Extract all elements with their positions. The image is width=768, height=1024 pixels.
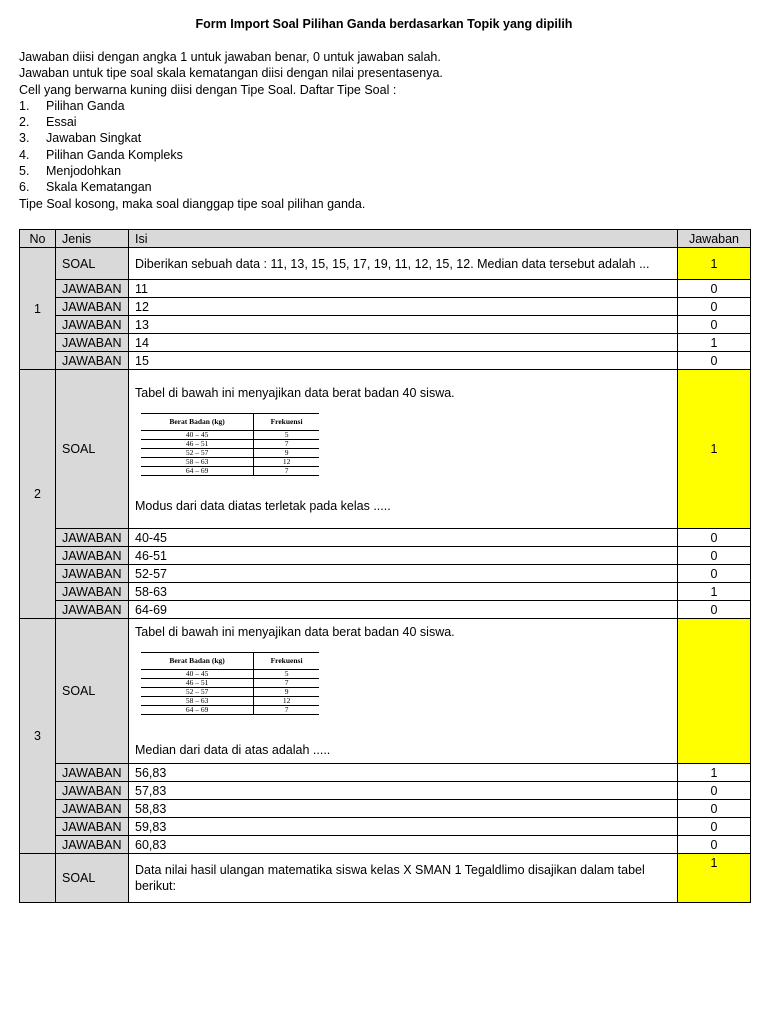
table-row [20, 565, 751, 583]
question-number: 1 [20, 248, 56, 370]
answer-value[interactable]: 0 [678, 529, 751, 547]
instruction-line: Jawaban untuk tipe soal skala kematangan diisi dengan nilai presentasenya. [19, 66, 443, 81]
mini-header: Berat Badan (kg) [141, 653, 254, 670]
header-isi: Isi [129, 230, 678, 248]
answer-text[interactable]: 57,83 [129, 782, 678, 800]
question-content[interactable] [129, 370, 678, 529]
answer-value[interactable]: 0 [678, 316, 751, 334]
answer-value[interactable]: 0 [678, 601, 751, 619]
answer-text[interactable]: 58,83 [129, 800, 678, 818]
table-row [20, 818, 751, 836]
mini-header: Frekuensi [254, 413, 319, 430]
question-text[interactable]: Diberikan sebuah data : 11, 13, 15, 15, 17, 19, 11, 12, 15, 12. Median data tersebut adalah ... [129, 248, 678, 280]
answer-text[interactable]: 60,83 [129, 836, 678, 854]
type-cell: JAWABAN [56, 529, 129, 547]
mini-cell: 5 [254, 670, 319, 679]
type-cell: JAWABAN [56, 800, 129, 818]
type-cell: JAWABAN [56, 583, 129, 601]
table-row [20, 583, 751, 601]
mini-cell: 46 – 51 [141, 679, 254, 688]
table-row [20, 352, 751, 370]
type-cell: JAWABAN [56, 316, 129, 334]
type-list-item: 3. Jawaban Singkat [19, 131, 142, 146]
import-table [19, 229, 751, 903]
mini-cell: 5 [254, 430, 319, 439]
answer-text[interactable]: 11 [129, 280, 678, 298]
instruction-line: Cell yang berwarna kuning diisi dengan Tipe Soal. Daftar Tipe Soal : [19, 82, 397, 97]
answer-text[interactable]: 12 [129, 298, 678, 316]
type-cell: JAWABAN [56, 298, 129, 316]
question-prompt: Median dari data di atas adalah ..... [135, 743, 331, 757]
type-cell: JAWABAN [56, 836, 129, 854]
table-header-row [20, 230, 751, 248]
instruction-line: Tipe Soal kosong, maka soal dianggap tipe soal pilihan ganda. [19, 196, 366, 211]
answer-text[interactable]: 64-69 [129, 601, 678, 619]
answer-value[interactable]: 0 [678, 547, 751, 565]
mini-header: Frekuensi [254, 653, 319, 670]
type-cell: JAWABAN [56, 352, 129, 370]
header-no: No [20, 230, 56, 248]
type-cell: JAWABAN [56, 334, 129, 352]
table-row [20, 836, 751, 854]
question-type-cell[interactable] [678, 619, 751, 764]
type-cell: JAWABAN [56, 601, 129, 619]
type-cell: JAWABAN [56, 280, 129, 298]
question-number: 3 [20, 619, 56, 854]
table-row [20, 764, 751, 782]
answer-value[interactable]: 0 [678, 352, 751, 370]
mini-cell: 12 [254, 457, 319, 466]
answer-value[interactable]: 0 [678, 298, 751, 316]
type-list-item: 2. Essai [19, 115, 77, 130]
type-cell: JAWABAN [56, 547, 129, 565]
type-cell: SOAL [56, 370, 129, 529]
mini-cell: 9 [254, 688, 319, 697]
question-type-cell[interactable]: 1 [678, 370, 751, 529]
mini-cell: 52 – 57 [141, 448, 254, 457]
answer-value[interactable]: 0 [678, 782, 751, 800]
table-row [20, 298, 751, 316]
type-cell: SOAL [56, 854, 129, 903]
type-cell: JAWABAN [56, 565, 129, 583]
instructions [19, 49, 749, 212]
answer-text[interactable]: 52-57 [129, 565, 678, 583]
mini-cell: 46 – 51 [141, 439, 254, 448]
mini-cell: 7 [254, 439, 319, 448]
answer-value[interactable]: 0 [678, 800, 751, 818]
mini-cell: 12 [254, 697, 319, 706]
question-text: Tabel di bawah ini menyajikan data berat badan 40 siswa. [135, 625, 455, 639]
type-list-item: 6. Skala Kematangan [19, 180, 152, 195]
answer-value[interactable]: 1 [678, 764, 751, 782]
table-row [20, 619, 751, 764]
answer-value[interactable]: 0 [678, 836, 751, 854]
mini-cell: 52 – 57 [141, 688, 254, 697]
mini-cell: 9 [254, 448, 319, 457]
table-row [20, 782, 751, 800]
answer-text[interactable]: 46-51 [129, 547, 678, 565]
type-list-item: 4. Pilihan Ganda Kompleks [19, 147, 183, 162]
mini-cell: 58 – 63 [141, 697, 254, 706]
type-cell: JAWABAN [56, 818, 129, 836]
table-row [20, 854, 751, 903]
type-cell: JAWABAN [56, 782, 129, 800]
question-prompt: Modus dari data diatas terletak pada kelas ..... [135, 498, 391, 513]
table-row [20, 547, 751, 565]
question-type-cell[interactable]: 1 [678, 248, 751, 280]
mini-cell: 7 [254, 466, 319, 475]
answer-value[interactable]: 1 [678, 334, 751, 352]
answer-text[interactable]: 59,83 [129, 818, 678, 836]
mini-cell: 64 – 69 [141, 706, 254, 715]
answer-text[interactable]: 13 [129, 316, 678, 334]
mini-cell: 40 – 45 [141, 670, 254, 679]
type-list-item: 1. Pilihan Ganda [19, 98, 125, 113]
type-cell: SOAL [56, 248, 129, 280]
question-text[interactable]: Data nilai hasil ulangan matematika siswa kelas X SMAN 1 Tegaldlimo disajikan dalam tabel berikut: [129, 854, 678, 903]
answer-value[interactable]: 0 [678, 280, 751, 298]
header-jawaban: Jawaban [678, 230, 751, 248]
mini-cell: 58 – 63 [141, 457, 254, 466]
table-row [20, 601, 751, 619]
table-row [20, 800, 751, 818]
answer-text[interactable]: 40-45 [129, 529, 678, 547]
answer-value[interactable]: 0 [678, 565, 751, 583]
answer-text[interactable]: 58-63 [129, 583, 678, 601]
instruction-line: Jawaban diisi dengan angka 1 untuk jawaban benar, 0 untuk jawaban salah. [19, 50, 441, 64]
page-title: Form Import Soal Pilihan Ganda berdasarkan Topik yang dipilih [195, 17, 573, 31]
table-row [20, 248, 751, 280]
type-cell: JAWABAN [56, 764, 129, 782]
table-row [20, 280, 751, 298]
table-row [20, 370, 751, 529]
mini-header: Berat Badan (kg) [141, 413, 254, 430]
question-number [20, 854, 56, 903]
type-cell: SOAL [56, 619, 129, 764]
question-number: 2 [20, 370, 56, 619]
table-row [20, 334, 751, 352]
answer-text[interactable]: 14 [129, 334, 678, 352]
mini-cell: 64 – 69 [141, 466, 254, 475]
mini-cell: 7 [254, 679, 319, 688]
answer-value[interactable]: 0 [678, 818, 751, 836]
answer-value[interactable]: 1 [678, 583, 751, 601]
answer-text[interactable]: 15 [129, 352, 678, 370]
header-jenis: Jenis [56, 230, 129, 248]
mini-cell: 7 [254, 706, 319, 715]
type-list-item: 5. Menjodohkan [19, 164, 122, 179]
question-text: Tabel di bawah ini menyajikan data berat badan 40 siswa. [135, 385, 455, 400]
table-row [20, 316, 751, 334]
question-type-cell[interactable]: 1 [678, 854, 751, 903]
answer-text[interactable]: 56,83 [129, 764, 678, 782]
mini-cell: 40 – 45 [141, 430, 254, 439]
weight-frequency-table [141, 652, 319, 715]
weight-frequency-table [141, 413, 319, 476]
question-content[interactable] [129, 619, 678, 764]
table-row [20, 529, 751, 547]
